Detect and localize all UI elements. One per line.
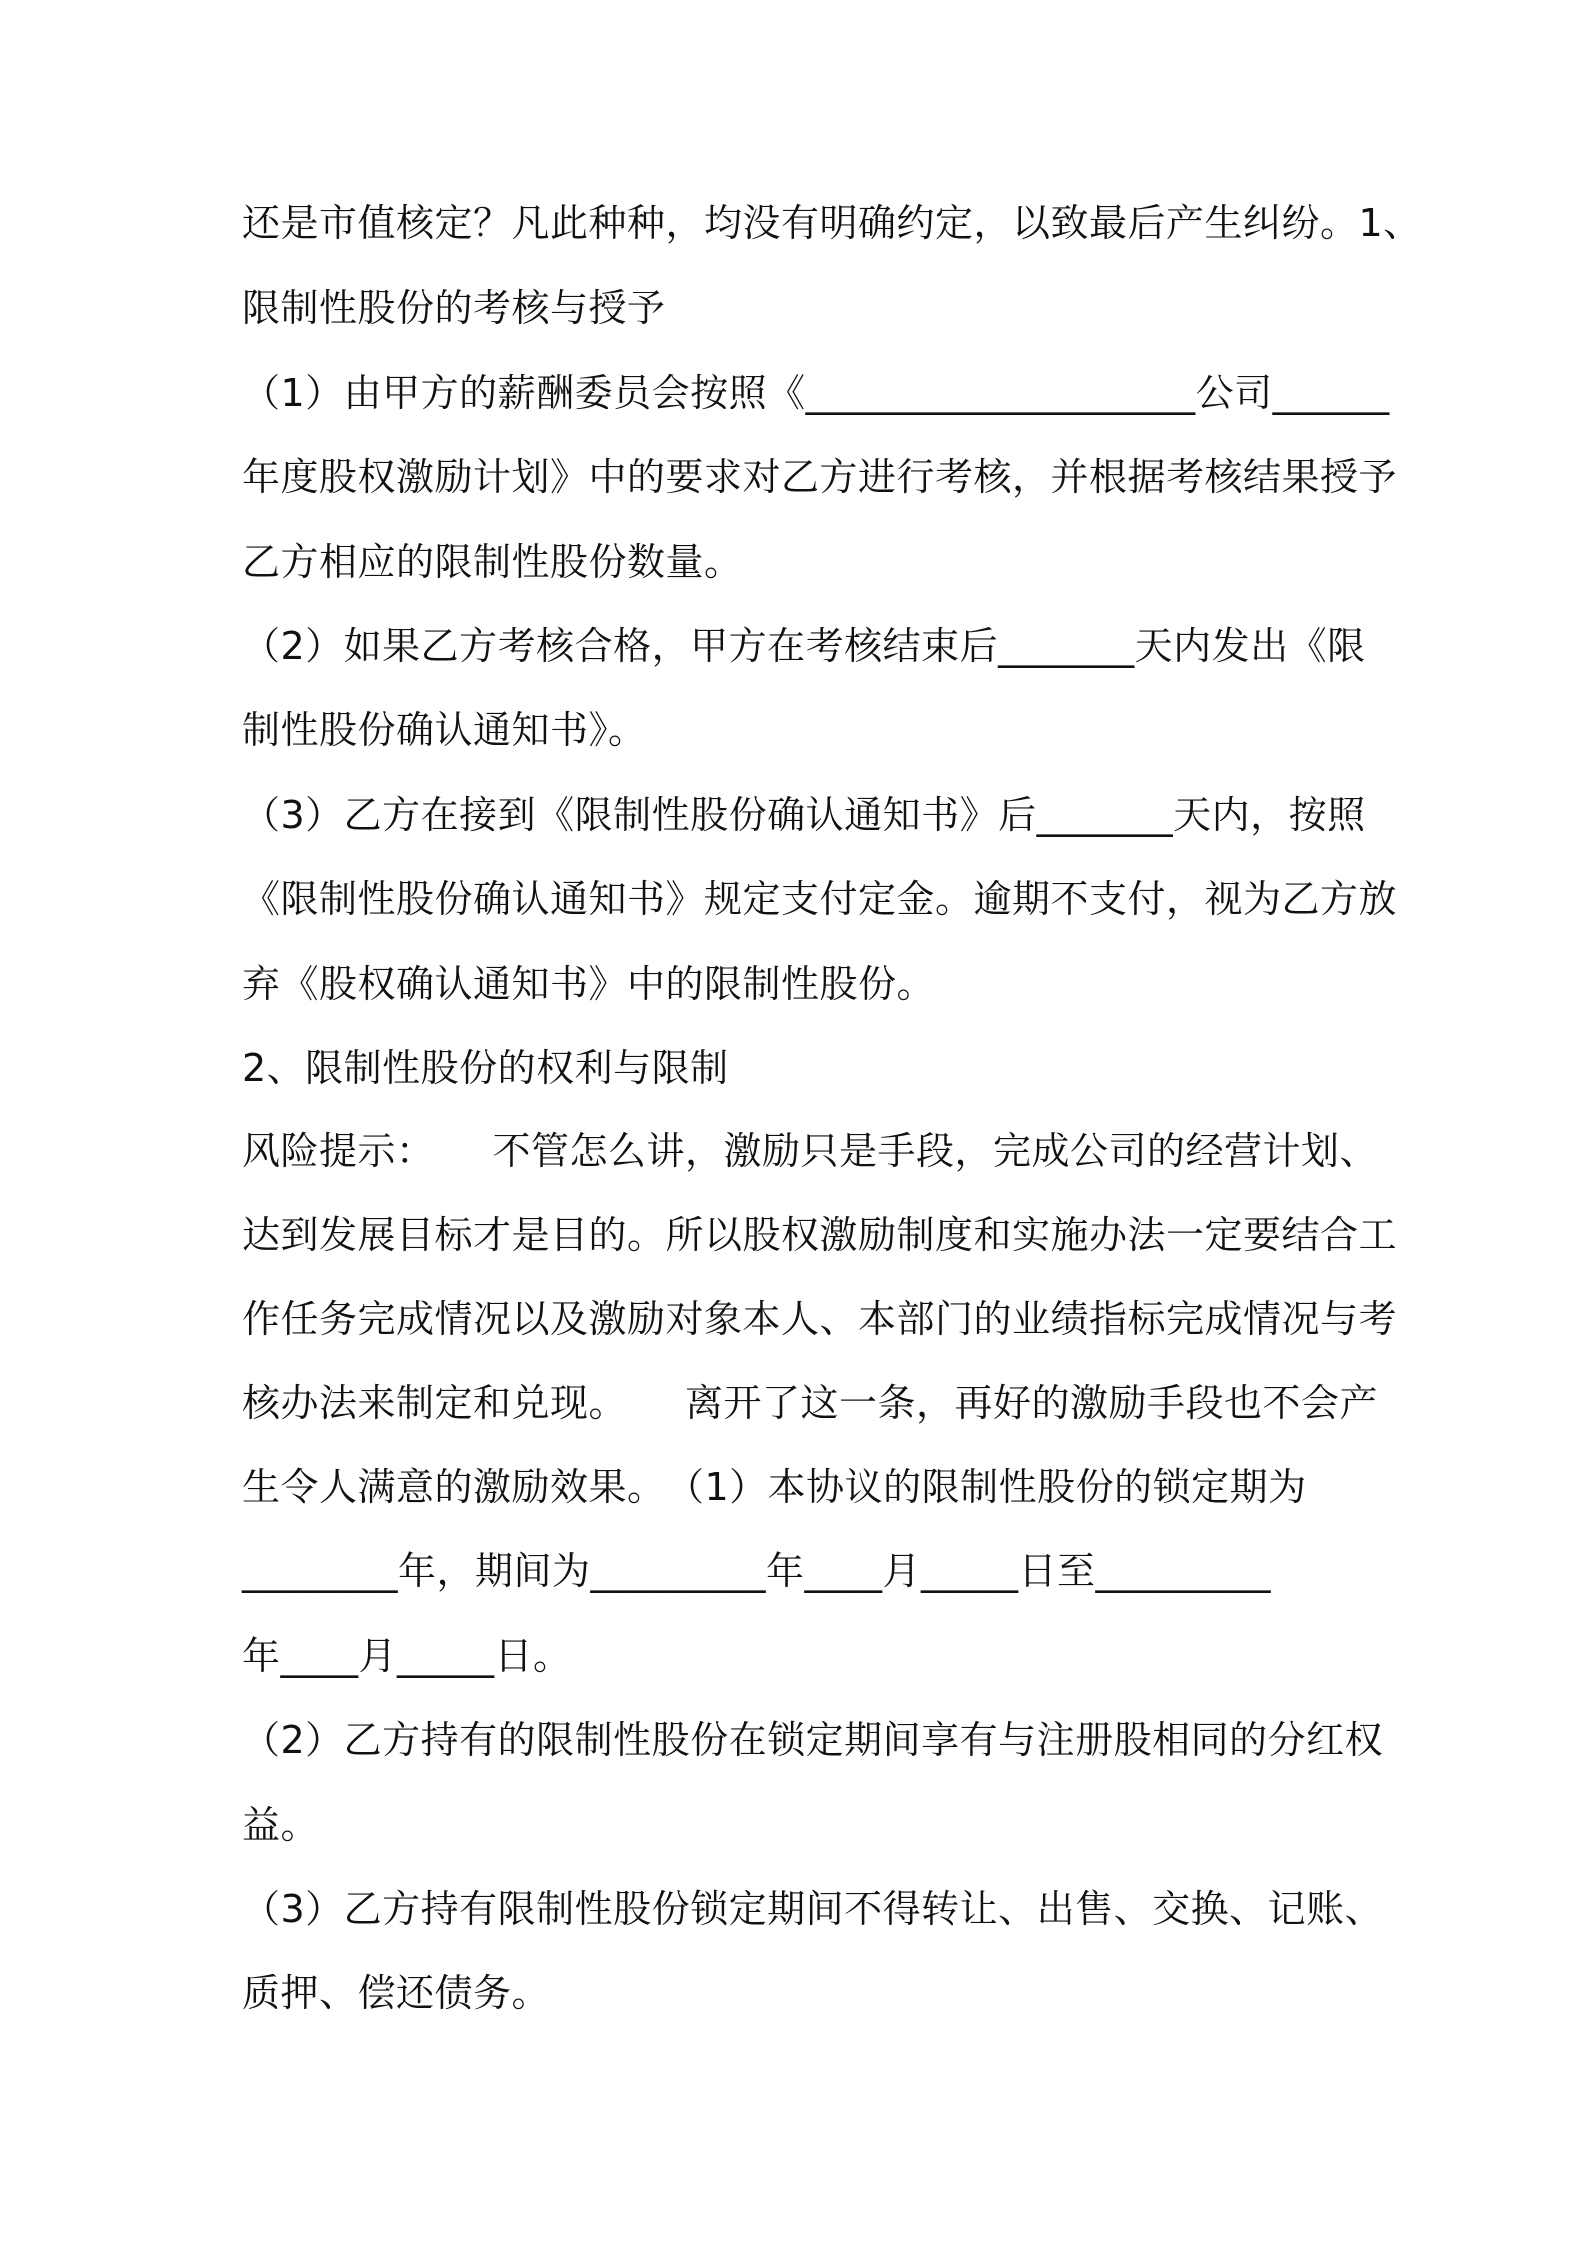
text-line-14: 作任务完成情况以及激励对象本人、本部门的业绩指标完成情况与考 xyxy=(242,1297,1398,1341)
text-line-4: 年度股权激励计划》中的要求对乙方进行考核，并根据考核结果授予 xyxy=(242,455,1398,499)
text-line-10: 弃《股权确认通知书》中的限制性股份。 xyxy=(242,962,936,1006)
text-line-21: （3）乙方持有限制性股份锁定期间不得转让、出售、交换、记账、 xyxy=(242,1887,1384,1931)
text-line-20: 益。 xyxy=(242,1803,320,1847)
text-line-2: 限制性股份的考核与授予 xyxy=(242,286,666,330)
text-line-8: （3）乙方在接到《限制性股份确认通知书》后_______天内，按照 xyxy=(242,793,1366,837)
text-line-15: 核办法来制定和兑现。 离开了这一条，再好的激励手段也不会产 xyxy=(242,1381,1379,1425)
text-line-13: 达到发展目标才是目的。所以股权激励制度和实施办法一定要结合工 xyxy=(242,1213,1398,1257)
text-line-16: 生令人满意的激励效果。 （1）本协议的限制性股份的锁定期为 xyxy=(242,1465,1307,1509)
text-line-17: ________年，期间为_________年____月_____日至_________ xyxy=(242,1549,1272,1593)
text-line-6: （2）如果乙方考核合格，甲方在考核结束后_______天内发出《限 xyxy=(242,624,1366,668)
text-line-12: 风险提示： 不管怎么讲，激励只是手段，完成公司的经营计划、 xyxy=(242,1129,1379,1173)
text-line-1: 还是市值核定？凡此种种，均没有明确约定，以致最后产生纠纷。1、 xyxy=(242,201,1422,245)
text-line-9: 《限制性股份确认通知书》规定支付定金。逾期不支付，视为乙方放 xyxy=(242,877,1398,921)
section-heading: 2、限制性股份的权利与限制 xyxy=(242,1046,729,1090)
text-line-7: 制性股份确认通知书》。 xyxy=(242,708,647,752)
text-line-19: （2）乙方持有的限制性股份在锁定期间享有与注册股相同的分红权 xyxy=(242,1718,1384,1762)
text-line-22: 质押、偿还债务。 xyxy=(242,1971,551,2015)
text-line-3: （1）由甲方的薪酬委员会按照《____________________公司______ xyxy=(242,371,1390,415)
text-line-18: 年____月_____日。 xyxy=(242,1634,572,1678)
text-line-5: 乙方相应的限制性股份数量。 xyxy=(242,540,743,584)
